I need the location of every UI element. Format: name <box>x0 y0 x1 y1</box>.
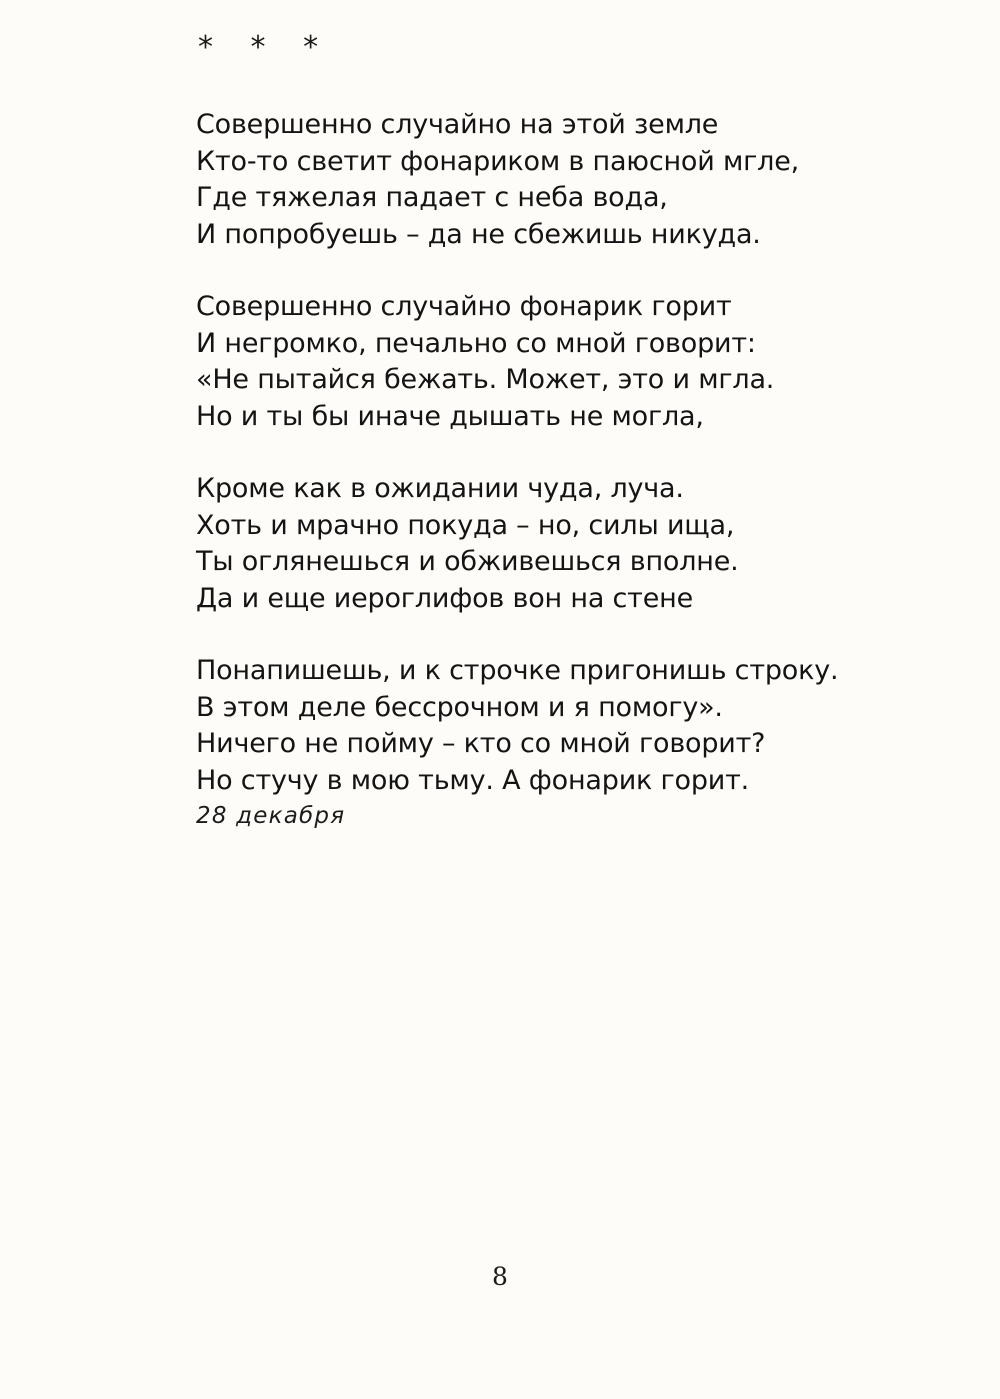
section-separator: * * * <box>198 30 333 65</box>
poem-line: Совершенно случайно фонарик горит <box>196 291 732 322</box>
poem-line: Да и еще иероглифов вон на стене <box>196 582 693 614</box>
stanza-2 <box>196 289 956 435</box>
poem-line: Где тяжелая падает с неба вода, <box>196 182 668 213</box>
poem-date: 28 декабря <box>196 803 346 829</box>
poem-line: «Не пытайся бежать. Может, это и мгла. <box>196 364 775 395</box>
poem-line: Кроме как в ожидании чуда, луча. <box>196 473 684 504</box>
poem-line: Хоть и мрачно покуда – но, силы ища, <box>196 509 735 541</box>
poem-line: И попробуешь – да не сбежишь никуда. <box>196 218 761 250</box>
stanza-1 <box>196 107 956 253</box>
poem-line: В этом деле бессрочном и я помогу». <box>196 691 723 723</box>
poem-line: Но стучу в мою тьму. А фонарик горит. <box>196 764 750 796</box>
poem-line: Совершенно случайно на этой земле <box>196 109 719 140</box>
poem-line: Ты оглянешься и обживешься вполне. <box>196 546 739 577</box>
page-number: 8 <box>492 1262 508 1291</box>
stanza-3 <box>196 471 956 617</box>
poem-line: И негромко, печально со мной говорит: <box>196 327 756 359</box>
poem <box>196 107 956 831</box>
poem-line: Кто-то светит фонариком в паюсной мгле, <box>196 145 799 177</box>
poem-line: Понапишешь, и к строчке пригонишь строку. <box>196 655 839 686</box>
stanza-4 <box>196 653 956 799</box>
poem-line: Ничего не пойму – кто со мной говорит? <box>196 728 766 759</box>
poem-line: Но и ты бы иначе дышать не могла, <box>196 400 704 432</box>
